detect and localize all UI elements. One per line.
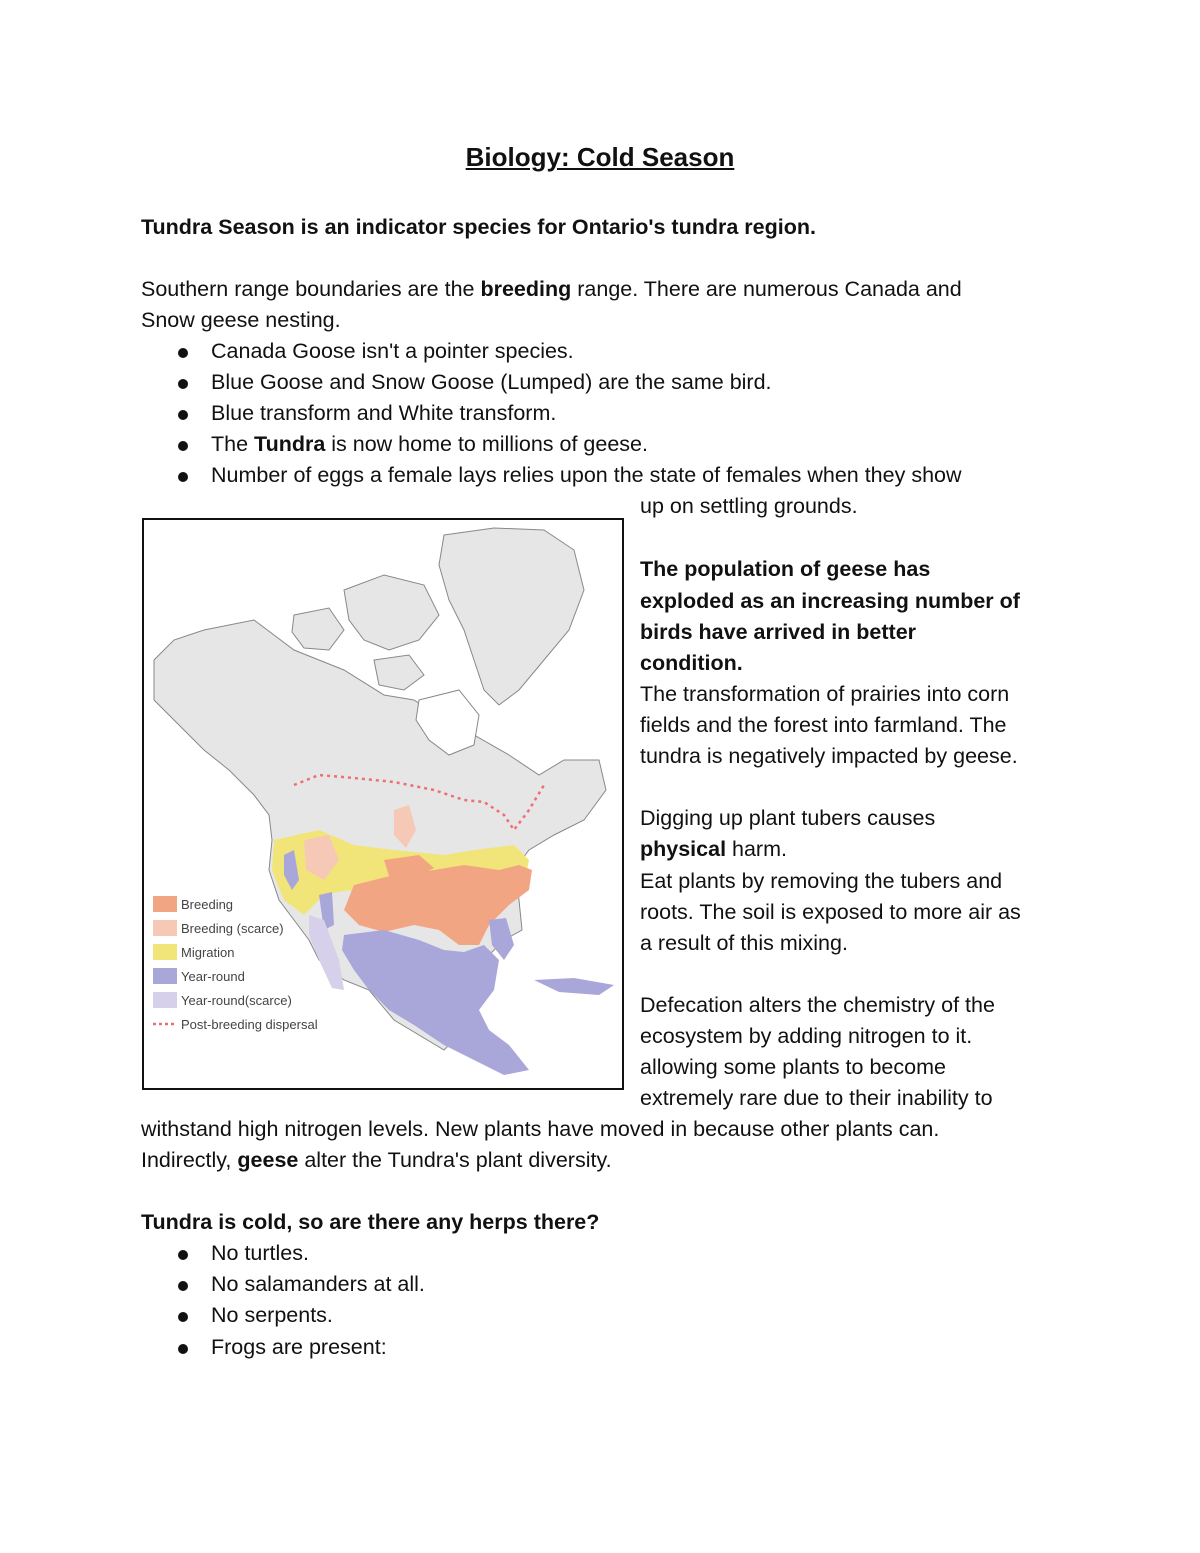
legend-label-breeding-scarce: Breeding (scarce) (181, 921, 284, 936)
section2-heading: Tundra is cold, so are there any herps there? (141, 1210, 600, 1234)
full-text-line (141, 1145, 612, 1176)
legend-label-dispersal: Post-breeding dispersal (181, 1017, 318, 1032)
right-text-line: extremely rare due to their inability to (640, 1086, 993, 1110)
bullet-dot (178, 410, 188, 420)
bullet-text: is now home to millions of geese. (325, 432, 648, 456)
legend-label-year-round-scarce: Year-round(scarce) (181, 993, 292, 1008)
arctic-islands (292, 608, 344, 650)
bullet-item-continued: up on settling grounds. (640, 494, 858, 518)
bullet-dot (178, 348, 188, 358)
right-text-line: Digging up plant tubers causes (640, 806, 936, 830)
para1-line2: Snow geese nesting. (141, 308, 341, 332)
full-text: Indirectly, (141, 1148, 238, 1172)
bullet-dot (178, 1250, 188, 1260)
right-text-line: ecosystem by adding nitrogen to it. (640, 1024, 973, 1048)
right-text-line: Defecation alters the chemistry of the (640, 993, 995, 1017)
year-round-region (534, 978, 614, 995)
greenland-landmass (439, 528, 584, 705)
bullet-dot (178, 1281, 188, 1291)
bullet-dot (178, 472, 188, 482)
right-text-line (640, 834, 787, 865)
legend-label-year-round: Year-round (181, 969, 245, 984)
bullet-item: Frogs are present: (211, 1335, 387, 1359)
legend-swatch-year-round (153, 968, 177, 984)
right-text-line: allowing some plants to become (640, 1055, 946, 1079)
para1-bold-breeding: breeding (480, 277, 572, 301)
right-text: harm. (726, 837, 787, 861)
bullet-item (211, 429, 648, 460)
bullet-bold-tundra: Tundra (254, 432, 326, 456)
legend-swatch-breeding (153, 896, 177, 912)
bullet-item: No serpents. (211, 1303, 333, 1327)
arctic-islands (374, 655, 424, 690)
bullet-item: Canada Goose isn't a pointer species. (211, 339, 574, 363)
legend-label-migration: Migration (181, 945, 235, 960)
right-text-line: The transformation of prairies into corn (640, 682, 1010, 706)
bullet-text: The (211, 432, 255, 456)
bullet-item: Blue transform and White transform. (211, 401, 557, 425)
right-text-line: Eat plants by removing the tubers and (640, 869, 1003, 893)
bullet-dot (178, 1312, 188, 1322)
right-text-line: fields and the forest into farmland. The (640, 713, 1007, 737)
legend-swatch-migration (153, 944, 177, 960)
right-text-line: a result of this mixing. (640, 931, 848, 955)
intro-heading: Tundra Season is an indicator species for Ontario's tundra region. (141, 215, 816, 239)
bullet-dot (178, 441, 188, 451)
right-text-line: roots. The soil is exposed to more air as (640, 900, 1021, 924)
full-bold-geese: geese (237, 1148, 299, 1172)
bullet-item: No turtles. (211, 1241, 309, 1265)
right-bold-line: birds have arrived in better (640, 620, 917, 644)
bullet-item: No salamanders at all. (211, 1272, 425, 1296)
right-bold-physical: physical (640, 837, 727, 861)
para1-text: Southern range boundaries are the (141, 277, 481, 301)
bullet-item: Blue Goose and Snow Goose (Lumped) are the same bird. (211, 370, 772, 394)
arctic-islands (344, 575, 439, 650)
legend-label-breeding: Breeding (181, 897, 234, 912)
range-map-figure (142, 518, 624, 1090)
legend-swatch-year-round-scarce (153, 992, 177, 1008)
para1-line1 (141, 274, 962, 305)
right-bold-line: exploded as an increasing number of (640, 589, 1020, 613)
legend-swatch-breeding-scarce (153, 920, 177, 936)
bullet-item: Number of eggs a female lays relies upon the state of females when they show (211, 463, 962, 487)
bullet-dot (178, 1344, 188, 1354)
north-america-range-map (144, 520, 622, 1088)
bullet-dot (178, 379, 188, 389)
right-bold-line: The population of geese has (640, 557, 931, 581)
right-text-line: tundra is negatively impacted by geese. (640, 744, 1018, 768)
para1-text: range. There are numerous Canada and (571, 277, 962, 301)
right-bold-line: condition. (640, 651, 743, 675)
page-title: Biology: Cold Season (465, 142, 735, 172)
full-text-line: withstand high nitrogen levels. New plants have moved in because other plants can. (141, 1117, 940, 1141)
full-text: alter the Tundra's plant diversity. (298, 1148, 612, 1172)
